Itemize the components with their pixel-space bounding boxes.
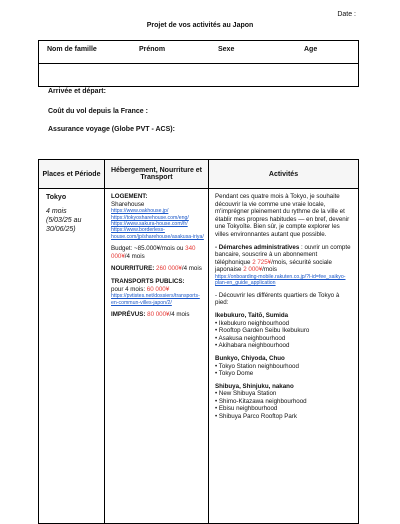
activities-intro: Pendant ces quatre mois à Tokyo, je souhaite découvrir la vie comme une vraie locale, m'imprégner pleinement du rythme de la ville et établir mes propres habitudes — en bref, devenir une Tokyoïte. Bien sûr, je compte explorer les villes environnantes autant que possible. [215, 193, 350, 238]
list-item: • Shibuya Parco Rooftop Park [215, 413, 297, 421]
header-places: Places et Période [39, 160, 105, 189]
date-label: Date : [337, 11, 356, 18]
district-title: Ikebukuro, Taitō, Sumida [215, 311, 289, 319]
places-cell [39, 189, 105, 524]
list-item: • Rooftop Garden Seibu Ikebukuro [215, 327, 310, 335]
activities-cell [209, 189, 359, 524]
first-name-label: Prénom [139, 46, 166, 53]
page-title: Projet de vos activités au Japon [146, 22, 254, 29]
admin-link[interactable]: https://onboarding-mobile.rakuten.co.jp/?l-id=fee_saikyo-plan-en_guide_application [215, 273, 346, 287]
district-title: Shibuya, Shinjuku, nakano [215, 382, 294, 390]
list-item: • Asakusa neighbourhood [215, 334, 286, 342]
list-item: • Ebisu neighbourhood [215, 405, 278, 413]
sex-label: Sexe [218, 46, 235, 53]
list-item: • Tokyo Dome [215, 370, 254, 378]
transport-link[interactable]: https://pvtistes.net/dossiers/transports-en-commun-villes-japon/2/ [111, 293, 200, 306]
list-item: • Ikebukuro neighbourhood [215, 319, 290, 327]
food-line: NOURRITURE: 260 000¥/4 mois [111, 265, 202, 273]
list-item: • New Shibuya Station [215, 390, 277, 398]
housing-link[interactable]: https://www.sakura-house.com/fr/ [111, 221, 188, 227]
travel-info-section [39, 64, 359, 133]
discover-line: - Découvrir les différents quartiers de Tokyo à pied: [215, 291, 340, 307]
city-name: Tokyo [46, 194, 67, 201]
admin-paragraph: - Démarches administratives : ouvrir un compte bancaire, souscrire à un abonnement téléphonique 2 725¥/mois, sécurité sociale japonaise 2 000¥/mois [215, 243, 351, 274]
header-activities: Activités [209, 160, 359, 189]
duration: 4 mois [46, 208, 67, 215]
family-name-label: Nom de famille [47, 46, 97, 53]
period-dates: (5/03/25 au 30/06/25) [46, 217, 82, 233]
list-item: • Tokyo Station neighbourhood [215, 362, 299, 370]
unforeseen-line: IMPRÉVUS: 80 000¥/4 mois [111, 311, 190, 318]
housing-link[interactable]: https://www.borderless-house.com/jp/sharehouse/asakusa-iriya/ [111, 227, 204, 240]
header-housing: Hébergement, Nourriture et Transport [105, 160, 209, 189]
budget-line: Budget: ~85.000¥/mois ou 340 000¥/4 mois [111, 245, 196, 260]
district-title: Bunkyo, Chiyoda, Chuo [215, 354, 285, 362]
logement-title: LOGEMENT: [111, 193, 148, 200]
plan-table [38, 159, 359, 524]
list-item: • Shimo-Kitazawa neighbourhood [215, 397, 307, 405]
housing-cell [105, 189, 209, 524]
list-item: • Akihabara neighbourhood [215, 342, 290, 350]
transport-title: TRANSPORTS PUBLICS: [111, 278, 185, 285]
arrival-label: Arrivée et départ: [48, 88, 106, 95]
identity-row [39, 41, 359, 64]
transport-line: pour 4 mois: 60 000¥ [111, 285, 170, 293]
age-label: Age [304, 46, 318, 53]
housing-link[interactable]: https://tokyosharehouse.com/eng/ [111, 214, 189, 221]
insurance-label: Assurance voyage (Globe PVT - ACS): [48, 126, 175, 133]
flight-cost-label: Coût du vol depuis la France : [48, 108, 148, 115]
housing-link[interactable]: https://www.oakhouse.jp/ [111, 208, 169, 215]
identity-table [38, 40, 359, 133]
logement-type: Sharehouse [111, 200, 145, 208]
